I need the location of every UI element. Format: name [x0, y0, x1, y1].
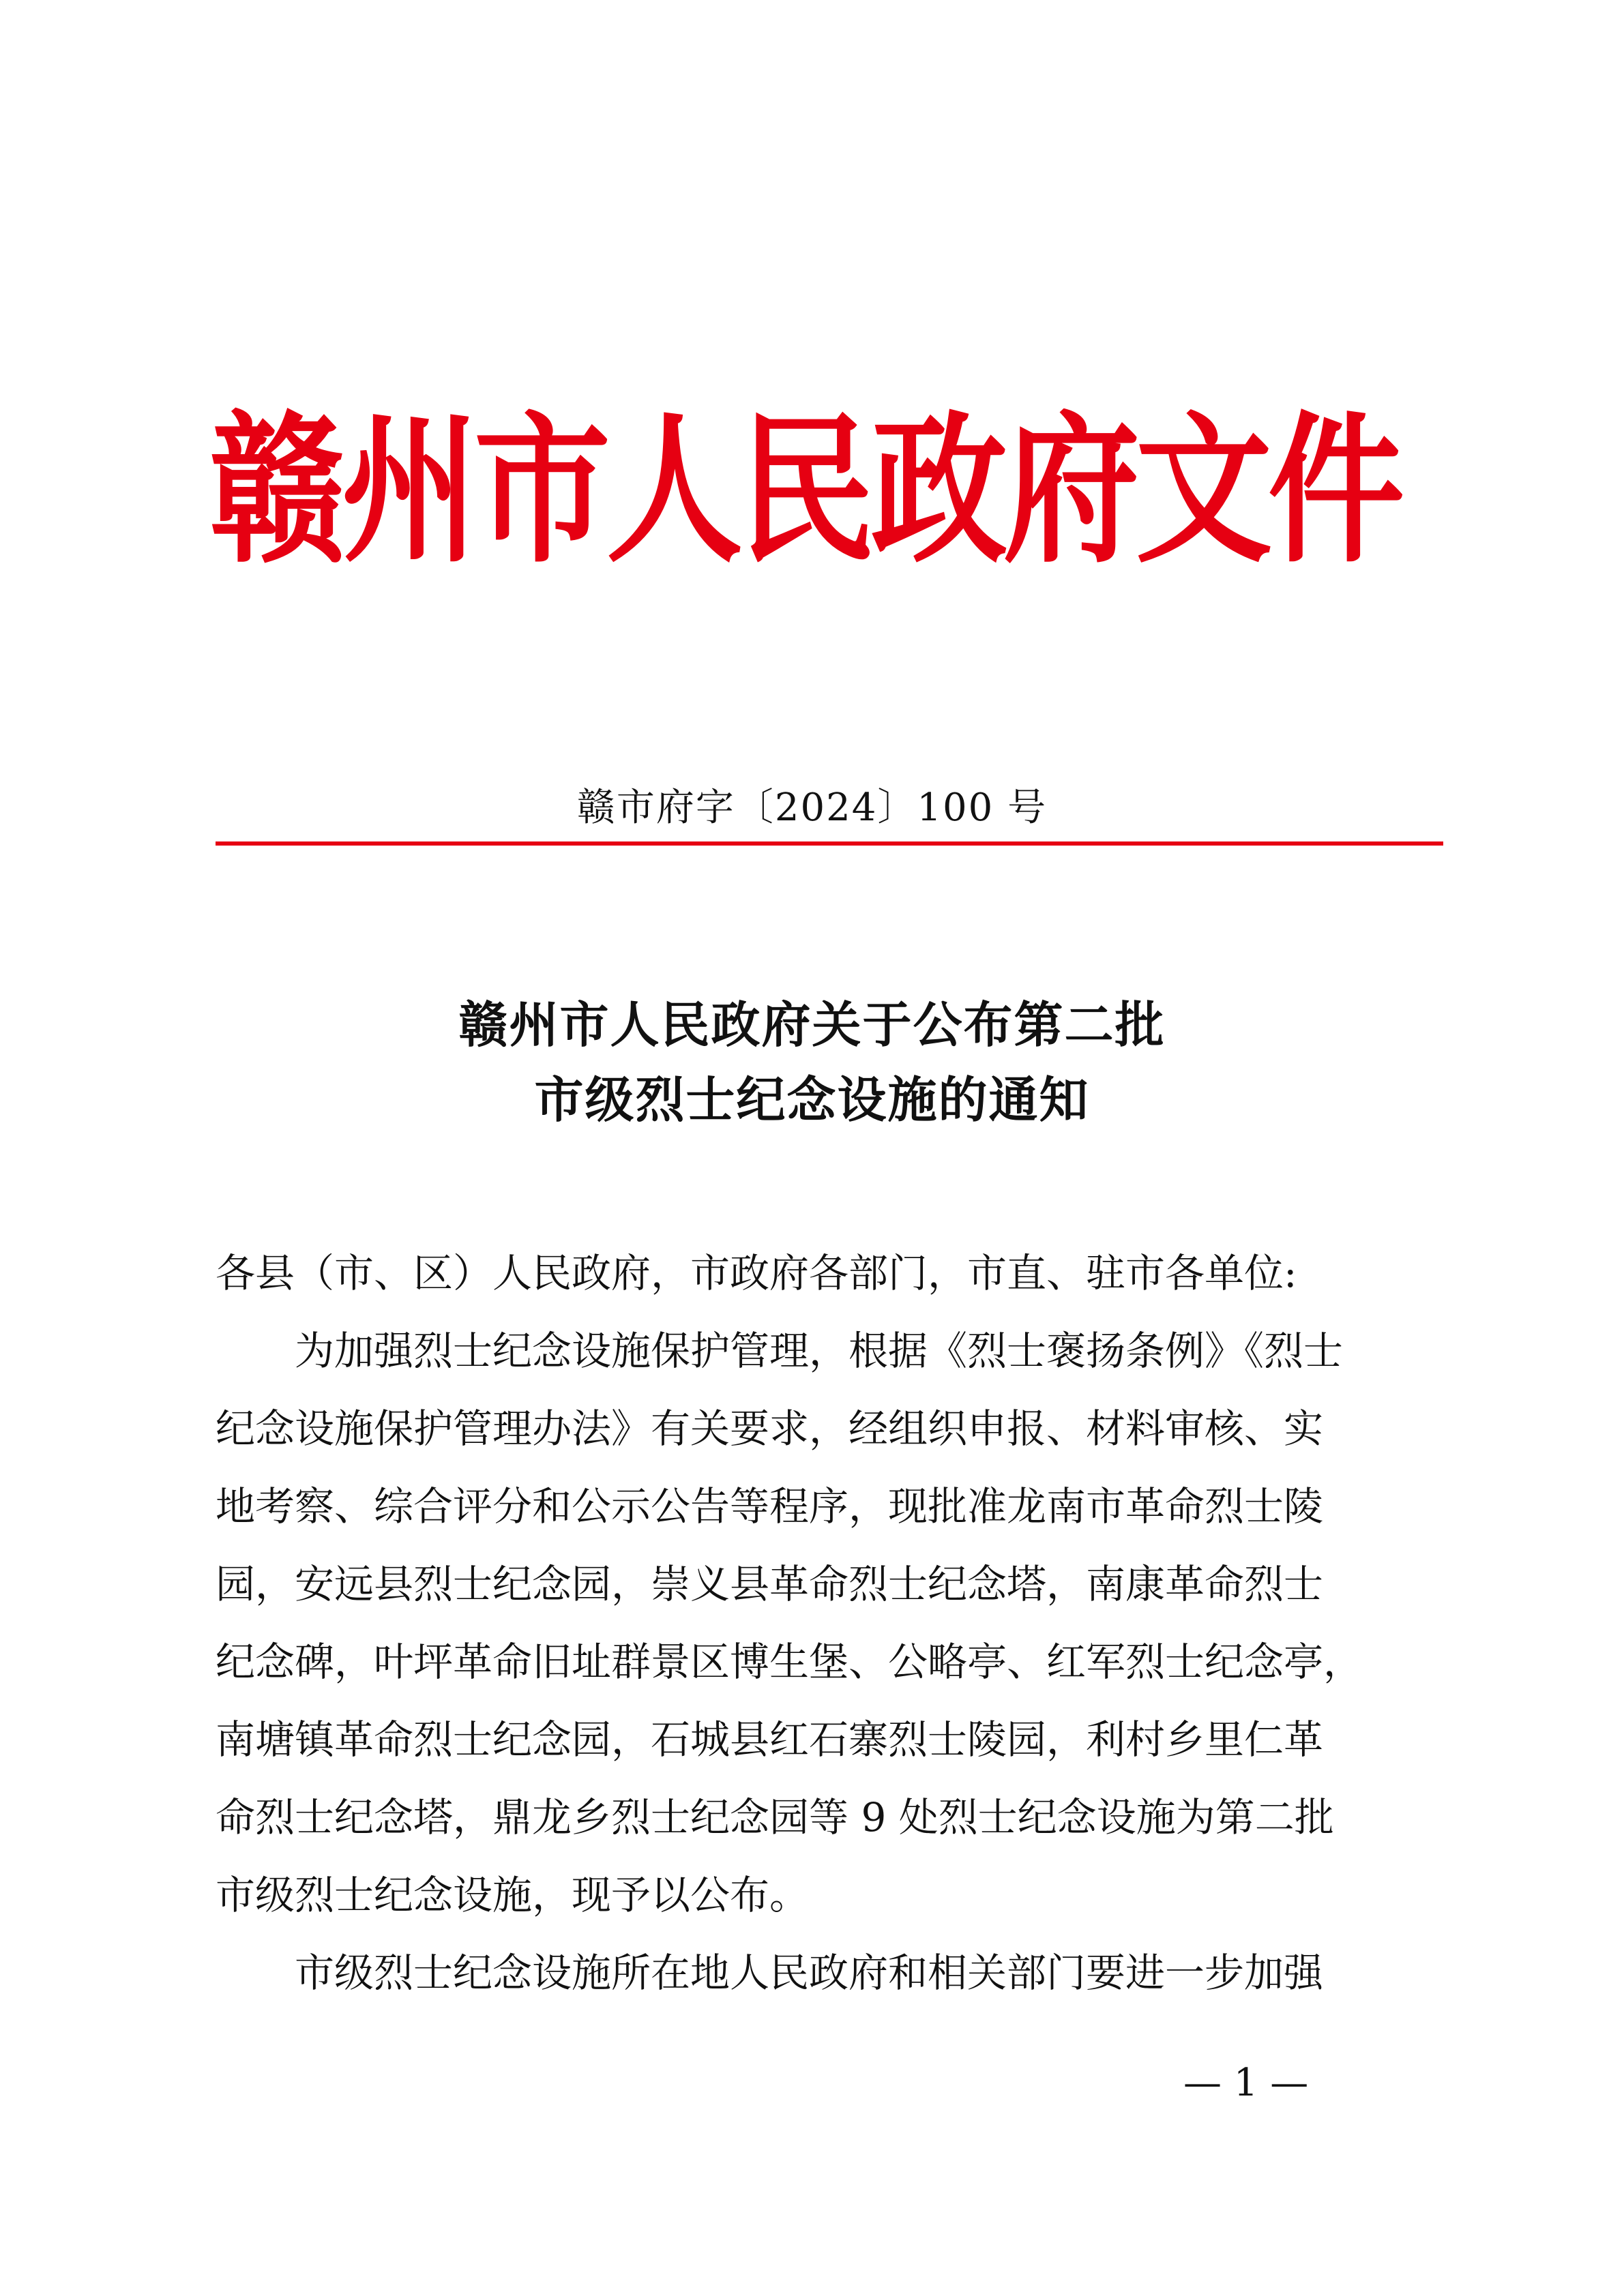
- masthead-title: 赣州市人民政府文件: [209, 396, 1400, 586]
- paragraph-1-line-4: 园，安远县烈士纪念园，崇义县革命烈士纪念塔，南康革命烈士: [216, 1561, 1324, 1607]
- red-divider-line: [216, 841, 1443, 846]
- page-number: — 1 —: [1183, 2061, 1309, 2105]
- paragraph-1-line-1: 为加强烈士纪念设施保护管理，根据《烈士褒扬条例》《烈士: [216, 1328, 1344, 1374]
- paragraph-1-line-7: 命烈士纪念塔，鼎龙乡烈士纪念园等 9 处烈士纪念设施为第二批: [216, 1794, 1334, 1840]
- document-number: 赣市府字〔2024〕100 号: [576, 786, 1048, 830]
- addressee-line: 各县（市、区）人民政府，市政府各部门，市直、驻市各单位:: [216, 1250, 1297, 1296]
- paragraph-1-line-6: 南塘镇革命烈士纪念园，石城县红石寨烈士陵园，利村乡里仁革: [216, 1716, 1324, 1763]
- paragraph-1-line-3: 地考察、综合评分和公示公告等程序，现批准龙南市革命烈士陵: [216, 1483, 1324, 1530]
- paragraph-2-line-1: 市级烈士纪念设施所在地人民政府和相关部门要进一步加强: [216, 1950, 1324, 1996]
- document-title-line-1: 赣州市人民政府关于公布第二批: [458, 996, 1166, 1054]
- paragraph-1-line-5: 纪念碑，叶坪革命旧址群景区博生堡、公略亭、红军烈士纪念亭，: [216, 1639, 1363, 1685]
- paragraph-1-line-8: 市级烈士纪念设施，现予以公布。: [216, 1872, 810, 1918]
- paragraph-1-line-2: 纪念设施保护管理办法》有关要求，经组织申报、材料审核、实: [216, 1405, 1324, 1452]
- document-title-line-2: 市级烈士纪念设施的通知: [534, 1071, 1090, 1129]
